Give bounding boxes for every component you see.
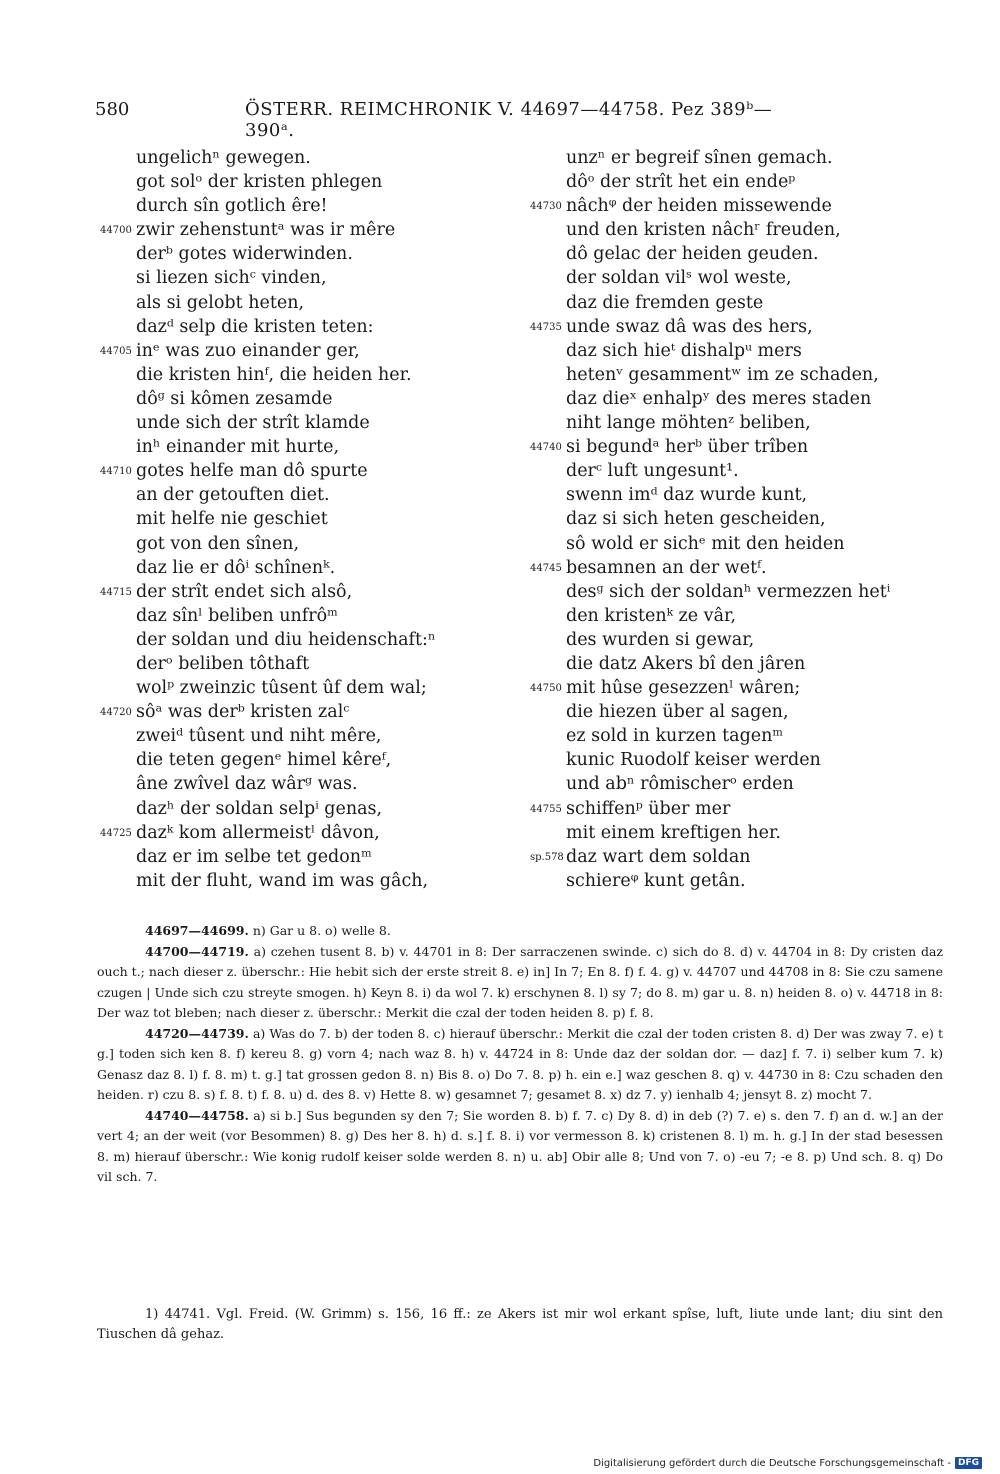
verse-line	[100, 700, 500, 724]
verse-line	[530, 435, 950, 459]
verse-line	[100, 170, 500, 194]
verse-line	[530, 676, 950, 700]
verse-line	[100, 676, 500, 700]
verse-line	[100, 315, 500, 339]
verse-text: der soldan und diu heidenschaft:ⁿ	[136, 629, 436, 650]
line-number: sp.578	[530, 851, 564, 863]
verse-line	[100, 435, 500, 459]
verse-line	[530, 724, 950, 748]
verse-text: inʰ einander mit hurte,	[136, 437, 340, 458]
verse-text: si begundᵃ herᵇ über trîben	[566, 437, 809, 458]
variant-range: 44697—44699.	[145, 923, 249, 938]
dfg-credit-text: Digitalisierung gefördert durch die Deutsche Forschungsgemeinschaft -	[593, 1457, 951, 1469]
verse-line	[530, 772, 950, 796]
verse-text: dazᵈ selp die kristen teten:	[136, 316, 374, 337]
verse-line	[100, 194, 500, 218]
verse-text: schiffenᵖ über mer	[566, 798, 731, 819]
verse-line	[100, 628, 500, 652]
line-number: 44720	[100, 707, 132, 719]
verse-line	[100, 532, 500, 556]
verse-line	[530, 821, 950, 845]
running-title: ÖSTERR. REIMCHRONIK V. 44697—44758. Pez 389ᵇ—390ᵃ.	[245, 99, 773, 141]
verse-line	[100, 772, 500, 796]
verse-text: got von den sînen,	[136, 533, 300, 554]
verse-text: wolᵖ zweinzic tûsent ûf dem wal;	[136, 678, 427, 699]
verse-line	[530, 845, 950, 869]
verse-text: niht lange möhtenᶻ beliben,	[566, 413, 811, 434]
verse-text: mit der fluht, wand im was gâch,	[136, 870, 429, 891]
verse-line	[100, 869, 500, 893]
line-number: 44750	[530, 683, 562, 695]
verse-line	[100, 724, 500, 748]
verse-line	[530, 459, 950, 483]
verse-line	[530, 170, 950, 194]
variant-note	[97, 921, 943, 942]
variant-range: 44720—44739.	[145, 1025, 249, 1041]
verse-text: ungelichⁿ gewegen.	[136, 148, 311, 168]
verse-text: inᵉ was zuo einander ger,	[136, 340, 360, 361]
verse-line	[530, 748, 950, 772]
verse-text: dôᵍ si kômen zesamde	[136, 388, 333, 409]
verse-line	[530, 291, 950, 315]
verse-line	[530, 363, 950, 387]
verse-line	[100, 411, 500, 435]
verse-text: âne zwîvel daz wârᵍ was.	[136, 774, 358, 795]
verse-text: zwir zehenstuntᵃ was ir mêre	[136, 220, 396, 241]
verse-text: si liezen sichᶜ vinden,	[136, 268, 327, 289]
verse-text: die datz Akers bî den jâren	[566, 653, 806, 674]
verse-line	[530, 507, 950, 531]
verse-text: got solᵒ der kristen phlegen	[136, 172, 383, 193]
verse-text: die kristen hinᶠ, die heiden her.	[136, 364, 412, 385]
verse-text: mit einem kreftigen her.	[566, 822, 781, 843]
verse-text: sôᵃ was derᵇ kristen zalᶜ	[136, 702, 350, 723]
verse-text: unde swaz dâ was des hers,	[566, 316, 813, 337]
verse-text: des wurden si gewar,	[566, 629, 755, 650]
verse-line	[100, 797, 500, 821]
line-number: 44740	[530, 442, 562, 454]
verse-line	[530, 604, 950, 628]
variant-text: a) czehen tusent 8. b) v. 44701 in 8: Der sarraczenen swinde. c) sich do 8. d) v. 44704 in 8: Dy cristen daz ouch t.; nach dieser z. überschr.: Hie hebit sich der erste streit 8. e) in] In 7; En 8. f) f. 4. g) v. 44707 und 44708 in 8: Sie czu samene czugen | Unde sich czu streyte smogen. h) Keyn 8. i) da wol 7. k) erschynen 8. l) sy 7; do 8. m) gar u. 8. n) heiden 8. o) v. 44718 in 8: Der waz tot bleben; nach dieser z. überschr.: Merkit die czal der toden heiden 8. p) f. 8.	[97, 943, 943, 1020]
line-number: 44710	[100, 466, 132, 478]
verse-line	[100, 363, 500, 387]
verse-line	[530, 387, 950, 411]
line-number: 44705	[100, 345, 132, 357]
verse-text: nâchᵠ der heiden missewende	[566, 196, 832, 217]
verse-line	[530, 315, 950, 339]
verse-line	[530, 797, 950, 821]
verse-text: daz er im selbe tet gedonᵐ	[136, 846, 372, 867]
dfg-credit	[593, 1456, 982, 1470]
running-header	[95, 99, 795, 141]
verse-text: durch sîn gotlich êre!	[136, 196, 328, 217]
verse-text: dôᵒ der strît het ein endeᵖ	[566, 172, 796, 193]
verse-line	[530, 411, 950, 435]
verse-text: daz dieˣ enhalpʸ des meres staden	[566, 388, 872, 409]
verse-text: die hiezen über al sagen,	[566, 702, 789, 723]
variant-text: a) si b.] Sus begunden sy den 7; Sie worden 8. b) f. 7. c) Dy 8. d) in deb (?) 7. e) s. den 7. f) an d. w.] an der vert 4; an der weit (vor Besommen) 8. g) Des her 8. h) d. s.] f. 8. i) vor vermesson 8. k) cristenen 8. l) m. h. g.] In der stad besessen 8. m) hierauf überschr.: Wie konig rudolf keiser solde werden 8. n) u. ab] Obir alle 8; Und von 7. o) -eu 7; -e 8. p) Und sch. 8. q) Do vil sch. 7.	[97, 1107, 943, 1184]
line-number: 44715	[100, 586, 132, 598]
verse-column-left	[100, 146, 500, 893]
verse-text: kunic Ruodolf keiser werden	[566, 750, 821, 771]
dfg-logo: DFG	[955, 1457, 982, 1469]
verse-line	[100, 652, 500, 676]
verse-text: dô gelac der heiden geuden.	[566, 244, 819, 265]
line-number: 44725	[100, 827, 132, 839]
page-number: 580	[95, 99, 130, 120]
line-number: 44700	[100, 225, 132, 237]
verse-text: an der getouften diet.	[136, 485, 330, 506]
verse-line	[530, 700, 950, 724]
verse-line	[530, 218, 950, 242]
verse-line	[100, 483, 500, 507]
verse-text: unde sich der strît klamde	[136, 413, 370, 434]
verse-line	[530, 628, 950, 652]
verse-line	[100, 218, 500, 242]
verse-line	[530, 580, 950, 604]
verse-text: dazᵏ kom allermeistˡ dâvon,	[136, 822, 380, 843]
line-number: 44745	[530, 562, 562, 574]
verse-text: sô wold er sichᵉ mit den heiden	[566, 533, 845, 554]
verse-line	[100, 556, 500, 580]
verse-line	[100, 507, 500, 531]
verse-line	[100, 459, 500, 483]
variant-apparatus	[97, 921, 943, 1188]
verse-line	[530, 483, 950, 507]
verse-line	[530, 652, 950, 676]
verse-text: die teten gegenᵉ himel kêreᶠ,	[136, 750, 392, 771]
verse-text: als si gelobt heten,	[136, 292, 305, 313]
verse-line	[530, 242, 950, 266]
variant-text: n) Gar u 8. o) welle 8.	[252, 923, 391, 938]
verse-text: dazʰ der soldan selpⁱ genas,	[136, 798, 383, 819]
verse-line	[100, 748, 500, 772]
footnote-text: 1) 44741. Vgl. Freid. (W. Grimm) s. 156, 16 ff.: ze Akers ist mir wol erkant spîse, luft, liute unde lant; diu sint den Tiuschen dâ gehaz.	[97, 1307, 943, 1342]
verse-line	[100, 291, 500, 315]
verse-text: daz lie er dôⁱ schînenᵏ.	[136, 557, 336, 578]
verse-line	[100, 845, 500, 869]
verse-text: besamnen an der wetᶠ.	[566, 557, 767, 578]
footnote	[97, 1305, 943, 1345]
verse-text: schiereᵠ kunt getân.	[566, 870, 746, 891]
verse-line	[530, 532, 950, 556]
variant-note	[97, 1024, 943, 1106]
verse-line	[100, 821, 500, 845]
verse-text: und den kristen nâchʳ freuden,	[566, 220, 841, 241]
verse-line	[530, 146, 950, 170]
variant-text: a) Was do 7. b) der toden 8. c) hierauf überschr.: Merkit die czal der toden cristen 8. d) Der was zway 7. e) t g.] toden sich ken 8. f) kereu 8. g) vorn 4; nach waz 8. h) v. 44724 in 8: Unde daz der soldan dor. — daz] f. 7. i) selber kum 7. k) Genasz daz 8. l) f. 8. m) t. g.] tat grossen gedon 8. n) Bis 8. o) Do 7. 8. p) h. ein e.] waz geschen 8. q) v. 44730 in 8: Czu schaden den heiden. r) czu 8. s) f. 8. t) f. 8. u) d. des 8. v) Hette 8. w) gesamnet 7; gesamet 8. x) dz 7. y) ienhalb 4; jensyt 8. z) mocht 7.	[97, 1025, 943, 1102]
verse-text: gotes helfe man dô spurte	[136, 461, 368, 482]
verse-text: daz die fremden geste	[566, 292, 764, 313]
line-number: 44755	[530, 803, 562, 815]
line-number: 44730	[530, 201, 562, 213]
variant-note	[97, 942, 943, 1024]
verse-line	[100, 146, 500, 170]
verse-line	[100, 604, 500, 628]
verse-text: daz si sich heten gescheiden,	[566, 509, 826, 530]
verse-line	[100, 339, 500, 363]
verse-line	[100, 242, 500, 266]
verse-text: mit hûse gesezzenˡ wâren;	[566, 678, 801, 699]
verse-text: der strît endet sich alsô,	[136, 581, 353, 602]
verse-text: der soldan vilˢ wol weste,	[566, 268, 792, 289]
verse-text: ez sold in kurzen tagenᵐ	[566, 726, 784, 747]
verse-text: derᵇ gotes widerwinden.	[136, 244, 353, 265]
verse-text: derᵒ beliben tôthaft	[136, 653, 310, 674]
verse-text: mit helfe nie geschiet	[136, 509, 328, 530]
verse-line	[100, 387, 500, 411]
variant-range: 44700—44719.	[145, 943, 249, 959]
verse-text: den kristenᵏ ze vâr,	[566, 605, 737, 626]
verse-text: hetenᵛ gesammentʷ im ze schaden,	[566, 364, 879, 385]
verse-line	[530, 339, 950, 363]
verse-line	[530, 556, 950, 580]
verse-line	[530, 266, 950, 290]
verse-text: swenn imᵈ daz wurde kunt,	[566, 485, 808, 506]
verse-text: daz sînˡ beliben unfrôᵐ	[136, 605, 338, 626]
verse-text: zweiᵈ tûsent und niht mêre,	[136, 726, 382, 747]
variant-note	[97, 1106, 943, 1188]
verse-line	[530, 869, 950, 893]
verse-line	[530, 194, 950, 218]
verse-line	[100, 266, 500, 290]
verse-text: derᶜ luft ungesunt¹.	[566, 461, 739, 482]
verse-text: daz sich hieᵗ dishalpᵘ mers	[566, 340, 802, 361]
verse-column-right	[530, 146, 950, 893]
line-number: 44735	[530, 321, 562, 333]
verse-text: daz wart dem soldan	[566, 846, 751, 867]
verse-text: unzⁿ er begreif sînen gemach.	[566, 148, 833, 168]
verse-line	[100, 580, 500, 604]
verse-text: desᵍ sich der soldanʰ vermezzen hetⁱ	[566, 581, 891, 602]
verse-text: und abⁿ rômischerᵒ erden	[566, 774, 794, 795]
variant-range: 44740—44758.	[145, 1107, 249, 1123]
